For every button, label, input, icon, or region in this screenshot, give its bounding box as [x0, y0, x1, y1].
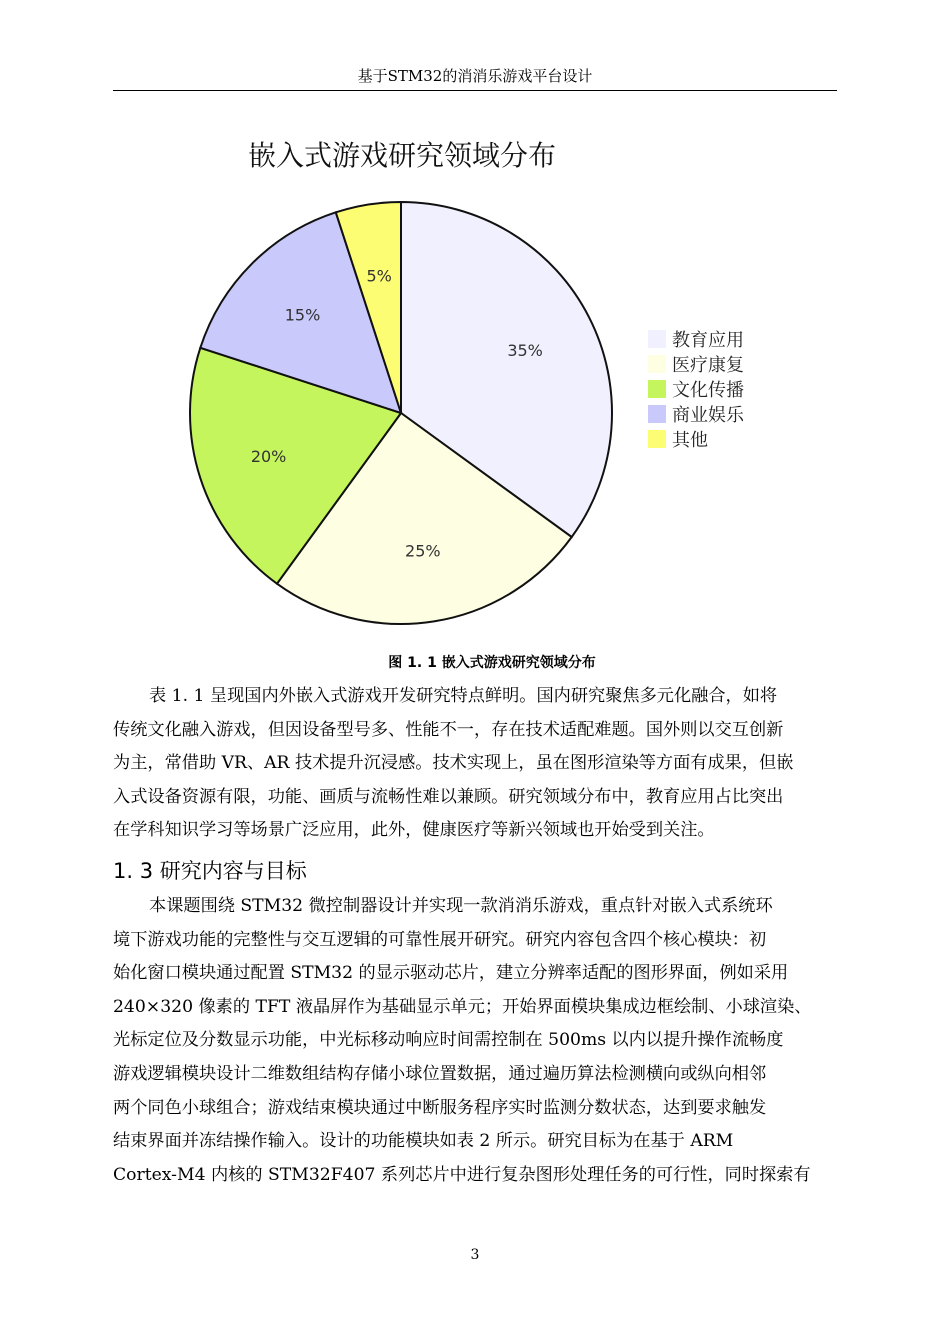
paragraph-2	[113, 890, 837, 1192]
figure-caption: 图 1. 1 嵌入式游戏研究领域分布	[388, 655, 596, 671]
paragraph-line: 结束界面并冻结操作输入。设计的功能模块如表 2 所示。研究目标为在基于 ARM	[113, 1131, 734, 1152]
paragraph-line: 境下游戏功能的完整性与交互逻辑的可靠性展开研究。研究内容包含四个核心模块：初	[113, 929, 767, 950]
slice-value-label: 25%	[405, 541, 441, 561]
legend-label: 其他	[672, 430, 708, 451]
legend-swatch	[648, 405, 666, 423]
paragraph-line: 入式设备资源有限，功能、画质与流畅性难以兼顾。研究领域分布中，教育应用占比突出	[113, 786, 784, 807]
paragraph-line: Cortex-M4 内核的 STM32F407 系列芯片中进行复杂图形处理任务的可行性，同时探索有	[113, 1164, 811, 1185]
running-header: 基于STM32的消消乐游戏平台设计	[357, 67, 593, 85]
paragraph-1	[113, 680, 837, 848]
legend-label: 商业娱乐	[672, 405, 744, 426]
section-heading: 1. 3 研究内容与目标	[113, 859, 307, 883]
header-rule	[113, 90, 837, 91]
legend-swatch	[648, 430, 666, 448]
paragraph-line: 始化窗口模块通过配置 STM32 的显示驱动芯片，建立分辨率适配的图形界面，例如采用	[113, 963, 789, 984]
legend-swatch	[648, 380, 666, 398]
paragraph-line: 传统文化融入游戏，但因设备型号多、性能不一，存在技术适配难题。国外则以交互创新	[113, 719, 784, 740]
paragraph-line: 为主，常借助 VR、AR 技术提升沉浸感。技术实现上，虽在图形渲染等方面有成果，但嵌	[113, 753, 794, 774]
slice-value-label: 5%	[366, 266, 392, 286]
legend-label: 文化传播	[672, 380, 744, 401]
chart-legend	[648, 330, 745, 451]
legend-swatch	[648, 330, 666, 348]
legend-swatch	[648, 355, 666, 373]
paragraph-line: 240×320 像素的 TFT 液晶屏作为基础显示单元；开始界面模块集成边框绘制、小球渲染、	[113, 996, 812, 1017]
pie-chart	[170, 128, 790, 628]
chart-title: 嵌入式游戏研究领域分布	[247, 139, 557, 172]
slice-value-label: 35%	[507, 340, 543, 360]
paragraph-line: 两个同色小球组合；游戏结束模块通过中断服务程序实时监测分数状态，达到要求触发	[113, 1097, 767, 1118]
legend-label: 医疗康复	[672, 355, 744, 376]
legend-label: 教育应用	[672, 330, 744, 351]
paragraph-line: 在学科知识学习等场景广泛应用，此外，健康医疗等新兴领域也开始受到关注。	[113, 820, 715, 841]
paragraph-line: 光标定位及分数显示功能，中光标移动响应时间需控制在 500ms 以内以提升操作流畅度	[113, 1030, 784, 1051]
paragraph-line: 游戏逻辑模块设计二维数组结构存储小球位置数据，通过遍历算法检测横向或纵向相邻	[113, 1063, 767, 1084]
slice-value-label: 20%	[250, 447, 287, 466]
slice-value-label: 15%	[284, 305, 321, 325]
pie-slices	[190, 202, 612, 624]
page-number: 3	[470, 1247, 480, 1263]
paragraph-line: 本课题围绕 STM32 微控制器设计并实现一款消消乐游戏，重点针对嵌入式系统环	[149, 896, 773, 916]
paragraph-line: 表 1. 1 呈现国内外嵌入式游戏开发研究特点鲜明。国内研究聚焦多元化融合，如将	[149, 686, 778, 706]
